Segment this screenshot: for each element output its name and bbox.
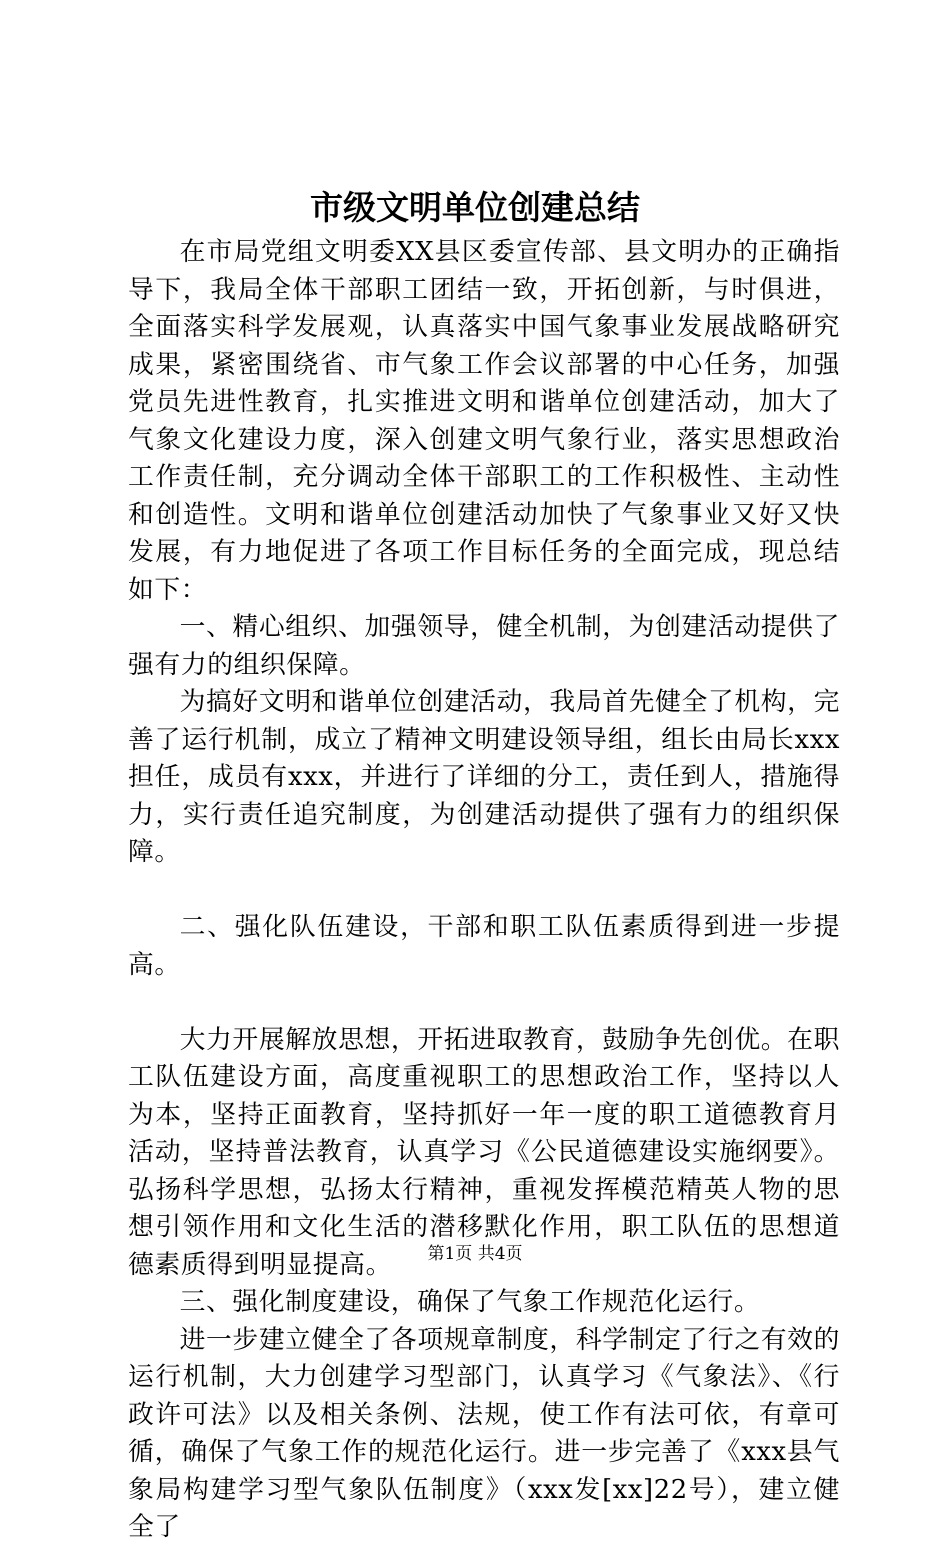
page-number-footer: 第1页 共4页 xyxy=(427,1244,523,1264)
paragraph-section-1: 为搞好文明和谐单位创建活动，我局首先健全了机构，完善了运行机制，成立了精神文明建设领导组，组长由局长xxx担任，成员有xxx，并进行了详细的分工，责任到人，措施得力，实行责任追究制度，为创建活动提供了强有力的组织保障。 xyxy=(128,687,840,867)
section-heading-1: 一、精心组织、加强领导，健全机制，为创建活动提供了强有力的组织保障。 xyxy=(128,612,840,680)
section-heading-3: 三、强化制度建设，确保了气象工作规范化运行。 xyxy=(179,1287,761,1317)
document-title: 市级文明单位创建总结 xyxy=(310,188,640,227)
document-body xyxy=(128,234,840,1547)
paragraph-section-3: 进一步建立健全了各项规章制度，科学制定了行之有效的运行机制，大力创建学习型部门，认真学习《气象法》、《行政许可法》以及相关条例、法规，使工作有法可依，有章可循，确保了气象工作的规范化运行。进一步完善了《xxx县气象局构建学习型气象队伍制度》（xxx发[xx]22号），建立健全了 xyxy=(128,1324,840,1542)
paragraph-section-2: 大力开展解放思想，开拓进取教育，鼓励争先创优。在职工队伍建设方面，高度重视职工的思想政治工作，坚持以人为本，坚持正面教育，坚持抓好一年一度的职工道德教育月活动，坚持普法教育，认真学习《公民道德建设实施纲要》。弘扬科学思想，弘扬太行精神，重视发挥模范精英人物的思想引领作用和文化生活的潜移默化作用，职工队伍的思想道德素质得到明显提高。 xyxy=(128,1024,840,1280)
section-heading-2: 二、强化队伍建设，干部和职工队伍素质得到进一步提高。 xyxy=(128,912,840,980)
paragraph-intro: 在市局党组文明委XX县区委宣传部、县文明办的正确指导下，我局全体干部职工团结一致，开拓创新，与时俱进，全面落实科学发展观，认真落实中国气象事业发展战略研究成果，紧密围绕省、市气象工作会议部署的中心任务，加强党员先进性教育，扎实推进文明和谐单位创建活动，加大了气象文化建设力度，深入创建文明气象行业，落实思想政治工作责任制，充分调动全体干部职工的工作积极性、主动性和创造性。文明和谐单位创建活动加快了气象事业又好又快发展，有力地促进了各项工作目标任务的全面完成，现总结如下： xyxy=(128,237,840,605)
